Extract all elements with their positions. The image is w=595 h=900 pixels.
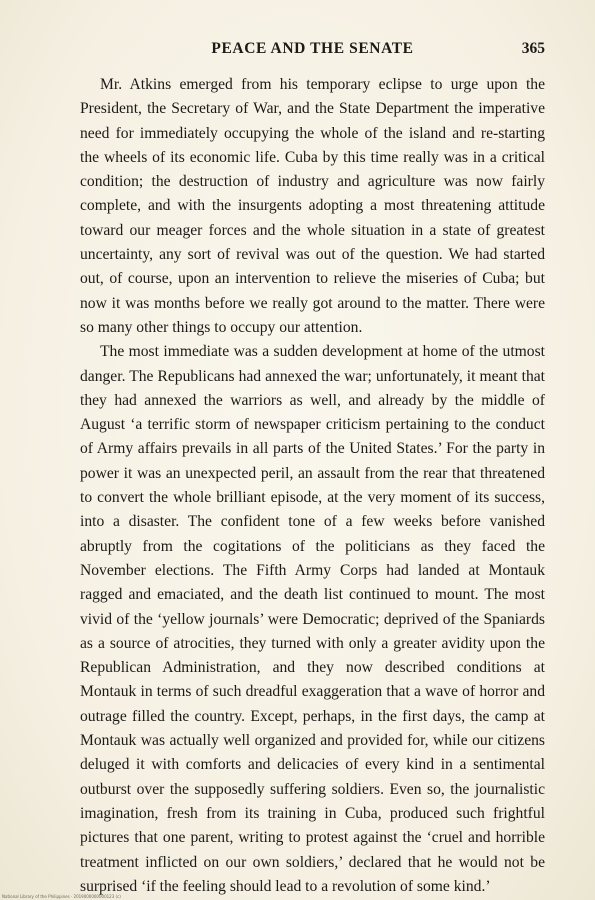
paragraph-1: Mr. Atkins emerged from his temporary eclipse to urge upon the President, the Secretary of War, and the State Department the imperative need for immediately occupying the whole of the island and re-starting the wheels of its economic life. Cuba by this time really was in a critical condition; the destruction of industry and agriculture was now fairly complete, and with the insurgents adopting a most threatening attitude toward our meager forces and the whole situation in a state of greatest uncertainty, any sort of revival was out of the question. We had started out, of course, upon an intervention to relieve the miseries of Cuba; but now it was months before we really got around to the matter. There were so many other things to occupy our attention. [80, 76, 545, 336]
body-text [80, 73, 545, 899]
page-header [80, 40, 545, 62]
paragraph-2: The most immediate was a sudden development at home of the utmost danger. The Republicans had annexed the war; unfortunately, it meant that they had annexed the warriors as well, and already by the middle of August ‘a terrific storm of newspaper criticism pertaining to the conduct of Army affairs prevails in all parts of the United States.’ For the party in power it was an unexpected peril, an assault from the rear that threatened to convert the whole brilliant episode, at the very moment of its success, into a disaster. The confident tone of a few weeks before vanished abruptly from the cogitations of the politicians as they faced the November elections. The Fifth Army Corps had landed at Montauk ragged and emaciated, and the death list continued to mount. The most vivid of the ‘yellow journals’ were Democratic; deprived of the Spaniards as a source of atrocities, they turned with only a greater avidity upon the Republican Administration, and they now described conditions at Montauk in terms of such dreadful exaggeration that a wave of horror and outrage filled the country. Except, perhaps, in the first days, the camp at Montauk was actually well organized and provided for, while our citizens deluged it with comforts and delicacies of every kind in a sentimental outburst over the supposedly suffering soldiers. Even so, the journalistic imagination, fresh from its training in Cuba, produced such frightful pictures that one parent, writing to protest against the ‘cruel and horrible treatment inflicted on our own soldiers,’ declared that he would not be surprised ‘if the feeling should lead to a revolution of some kind.’ [80, 343, 545, 895]
library-stamp: National Library of the Philippines · 2019000000000123 (c) [2, 894, 121, 899]
running-title: PEACE AND THE SENATE [211, 40, 414, 57]
page-number: 365 [521, 40, 545, 57]
